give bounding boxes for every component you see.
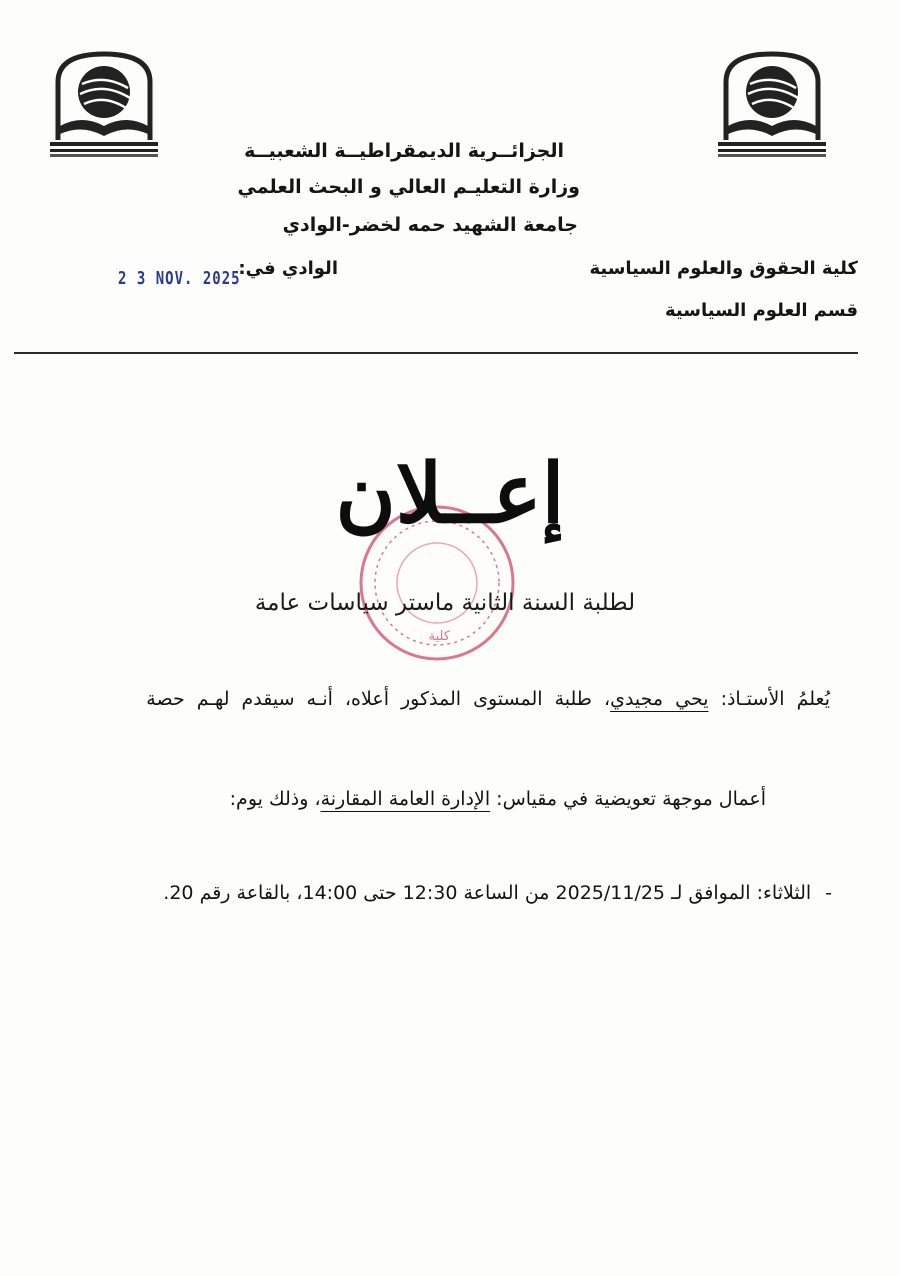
body-line-1-prefix: يُعلمُ الأستـاذ: [708,688,830,710]
seal-label: كلية [428,629,450,644]
header-university: جامعة الشهيد حمه لخضر-الوادي [282,214,578,236]
session-details [163,882,832,904]
session-details-text: الثلاثاء: الموافق لـ 2025/11/25 من الساعة 12:30 حتى 14:00، بالقاعة رقم 20. [163,882,812,904]
body-line-2-prefix: أعمال موجهة تعويضية في مقياس: [490,788,766,810]
header-country: الجزائــرية الديمقراطيــة الشعبيــة [244,140,564,162]
university-logo-right [712,48,832,160]
body-line-2 [230,788,766,810]
header-faculty: كلية الحقوق والعلوم السياسية [589,258,858,279]
bullet-dash: - [825,882,832,904]
university-logo-left [44,48,164,160]
header-divider [14,352,858,354]
announcement-title: إعــلان [335,446,565,542]
date-stamp: 2 3 NOV. 2025 [118,269,241,289]
teacher-name: يحي مجيدي [610,688,709,710]
body-line-1 [146,688,830,710]
announcement-audience: لطلبة السنة الثانية ماستر سياسات عامة [254,590,636,616]
course-name: الإدارة العامة المقارنة [320,788,491,810]
header-department: قسم العلوم السياسية [665,300,858,321]
place-date-label: الوادي في: [238,258,338,279]
body-line-2-suffix: ، وذلك يوم: [229,788,321,810]
header-ministry: وزارة التعليـم العالي و البحث العلمي [237,176,580,198]
body-line-1-suffix: ، طلبة المستوى المذكور أعلاه، أنـه سيقدم لهـم حصة [146,688,611,710]
